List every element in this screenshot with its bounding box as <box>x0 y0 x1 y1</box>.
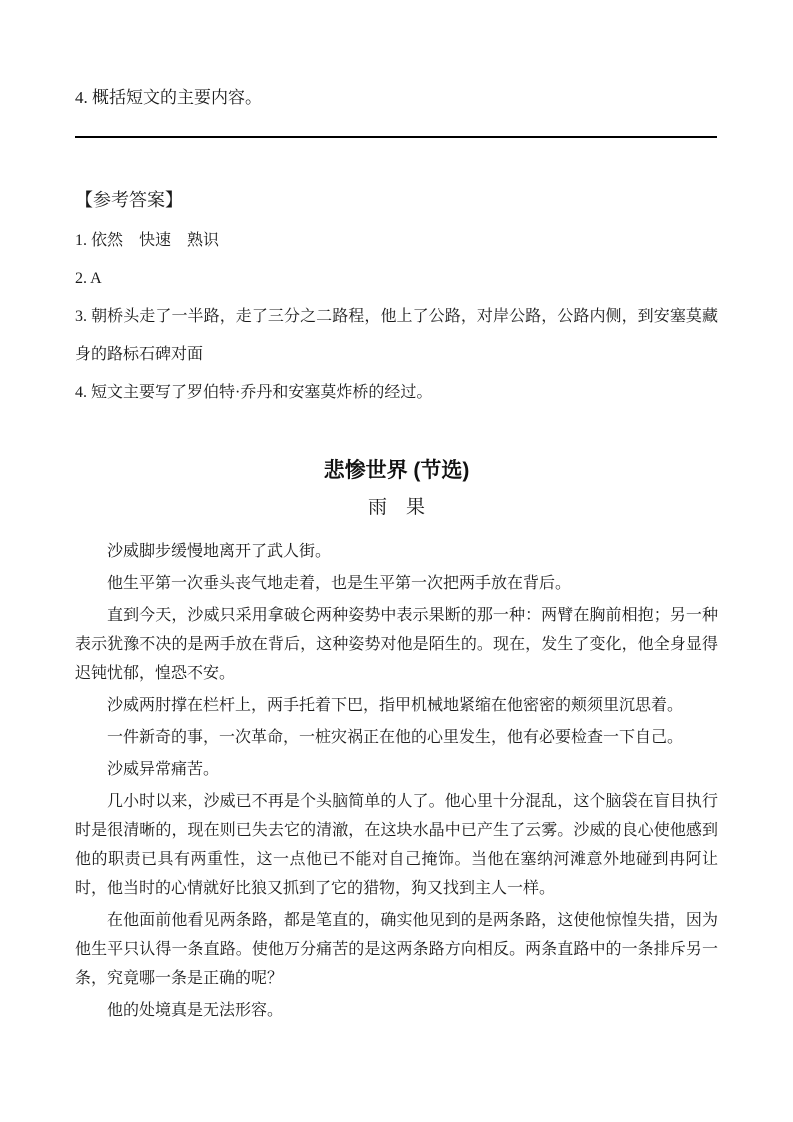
answer-item-3: 3. 朝桥头走了一半路，走了三分之二路程，他上了公路，对岸公路，公路内侧，到安塞莫藏身的路标石碑对面 <box>75 308 718 363</box>
answer-key-list <box>75 222 718 412</box>
passage-paragraph: 几小时以来，沙威已不再是个头脑简单的人了。他心里十分混乱，这个脑袋在盲目执行时是很清晰的，现在则已失去它的清澈，在这块水晶中已产生了云雾。沙威的良心使他感到他的职责已具有两重性，这一点他已不能对自己掩饰。当他在塞纳河滩意外地碰到冉阿让时，他当时的心情就好比狼又抓到了它的猎物，狗又找到主人一样。 <box>75 793 718 897</box>
passage-paragraph: 他生平第一次垂头丧气地走着，也是生平第一次把两手放在背后。 <box>107 575 572 592</box>
passage-paragraph: 一件新奇的事，一次革命，一桩灾祸正在他的心里发生，他有必要检查一下自己。 <box>107 729 684 746</box>
passage-paragraph: 沙威脚步缓慢地离开了武人街。 <box>107 543 332 560</box>
passage-body <box>75 537 718 1028</box>
section-divider <box>75 136 717 138</box>
answer-key-header: 【参考答案】 <box>75 190 183 210</box>
answer-item-1: 1. 依然 快速 熟识 <box>75 232 220 249</box>
passage-paragraph: 直到今天，沙威只采用拿破仑两种姿势中表示果断的那一种：两臂在胸前相抱；另一种表示犹豫不决的是两手放在背后，这种姿势对他是陌生的。现在，发生了变化，他全身显得迟钝忧郁，惶恐不安。 <box>75 607 718 682</box>
passage-paragraph: 沙威两肘撑在栏杆上，两手托着下巴，指甲机械地紧缩在他密密的颊须里沉思着。 <box>107 697 684 714</box>
passage-title: 悲惨世界 (节选) <box>323 459 470 482</box>
question-4-text: 4. 概括短文的主要内容。 <box>75 88 262 107</box>
answer-item-2: 2. A <box>75 270 102 287</box>
answer-item-4: 4. 短文主要写了罗伯特·乔丹和安塞莫炸桥的经过。 <box>75 384 433 401</box>
passage-paragraph: 他的处境真是无法形容。 <box>107 1002 284 1019</box>
passage-paragraph: 在他面前他看见两条路，都是笔直的，确实他见到的是两条路，这使他惊惶失措，因为他生平只认得一条直路。使他万分痛苦的是这两条路方向相反。两条直路中的一条排斥另一条，究竟哪一条是正确的呢？ <box>75 912 718 987</box>
passage-author: 雨 果 <box>367 497 425 518</box>
passage-paragraph: 沙威异常痛苦。 <box>107 761 220 778</box>
